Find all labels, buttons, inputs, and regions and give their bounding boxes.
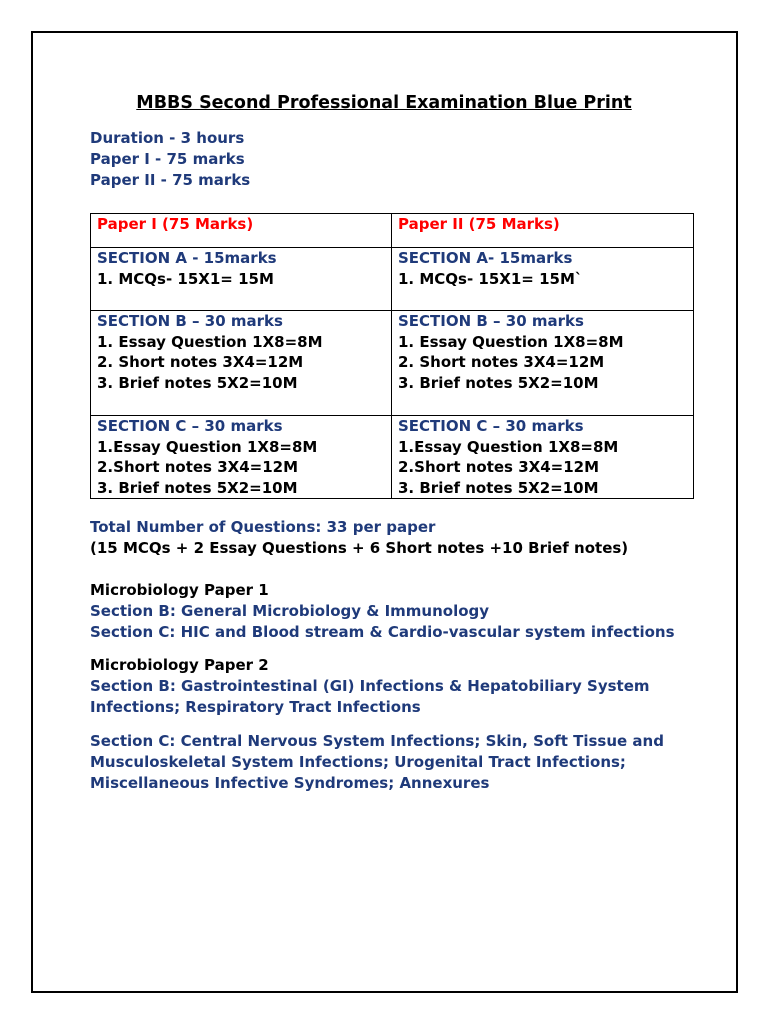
question-item: 1. Essay Question 1X8=8M [97, 332, 323, 351]
table-header-row [91, 214, 694, 248]
microbiology-paper-2 [90, 655, 650, 718]
section-a-row [91, 248, 694, 311]
section-heading: SECTION A - 15marks [97, 249, 277, 267]
section-b-row [91, 311, 694, 416]
question-item: 2. Short notes 3X4=12M [398, 353, 605, 371]
paper2-section-c-cell [392, 416, 694, 499]
section-heading: SECTION B – 30 marks [97, 312, 283, 330]
section-heading: SECTION C – 30 marks [97, 417, 283, 435]
question-item: 1. Essay Question 1X8=8M [398, 332, 624, 351]
paper2-section-b-line: Section B: Gastrointestinal (GI) Infections & Hepatobiliary System [90, 677, 650, 695]
paper2-marks-text: Paper II - 75 marks [90, 171, 251, 189]
paper2-section-b-cell [392, 311, 694, 416]
paper2-header: Paper II (75 Marks) [398, 215, 560, 233]
section-heading: SECTION A- 15marks [398, 249, 573, 267]
question-item: 3. Brief notes 5X2=10M [97, 478, 298, 497]
paper2-section-a-cell [392, 248, 694, 311]
question-item: 1. MCQs- 15X1= 15M` [398, 269, 583, 288]
paper1-marks-text: Paper I - 75 marks [90, 150, 245, 168]
paper2-section-c-line: Musculoskeletal System Infections; Urogenital Tract Infections; [90, 753, 626, 771]
microbiology-paper-1 [90, 580, 675, 643]
question-item: 3. Brief notes 5X2=10M [398, 478, 599, 497]
paper1-header-cell [91, 214, 392, 248]
section-c-row [91, 416, 694, 499]
total-questions [90, 517, 628, 559]
total-questions-heading: Total Number of Questions: 33 per paper [90, 518, 436, 536]
blueprint-table [90, 213, 694, 499]
paper1-section-c: Section C: HIC and Blood stream & Cardio-vascular system infections [90, 623, 675, 641]
paper2-header-cell [392, 214, 694, 248]
duration-text: Duration - 3 hours [90, 129, 245, 147]
paper1-section-b-cell [91, 311, 392, 416]
paper1-header: Paper I (75 Marks) [97, 215, 254, 233]
question-item: 1.Essay Question 1X8=8M [97, 437, 318, 456]
paper1-section-b: Section B: General Microbiology & Immunology [90, 602, 490, 620]
question-item: 3. Brief notes 5X2=10M [97, 373, 298, 392]
paper2-section-c-line: Miscellaneous Infective Syndromes; Annexures [90, 774, 490, 792]
paper1-section-c-cell [91, 416, 392, 499]
question-item: 2. Short notes 3X4=12M [97, 353, 304, 371]
total-questions-breakdown: (15 MCQs + 2 Essay Questions + 6 Short notes +10 Brief notes) [90, 539, 629, 557]
exam-summary [90, 128, 250, 191]
question-item: 2.Short notes 3X4=12M [398, 458, 599, 476]
paper2-section-c-line: Section C: Central Nervous System Infections; Skin, Soft Tissue and [90, 732, 664, 750]
document-title: MBBS Second Professional Examination Blue Print [136, 93, 632, 113]
paper2-section-c [90, 731, 664, 794]
question-item: 1.Essay Question 1X8=8M [398, 437, 619, 456]
section-heading: SECTION B – 30 marks [398, 312, 584, 330]
question-item: 1. MCQs- 15X1= 15M [97, 269, 274, 288]
paper1-section-a-cell [91, 248, 392, 311]
question-item: 3. Brief notes 5X2=10M [398, 373, 599, 392]
paper2-section-b-line: Infections; Respiratory Tract Infections [90, 698, 421, 716]
question-item: 2.Short notes 3X4=12M [97, 458, 298, 476]
paper1-title: Microbiology Paper 1 [90, 581, 269, 599]
section-heading: SECTION C – 30 marks [398, 417, 584, 435]
paper2-title: Microbiology Paper 2 [90, 656, 269, 674]
